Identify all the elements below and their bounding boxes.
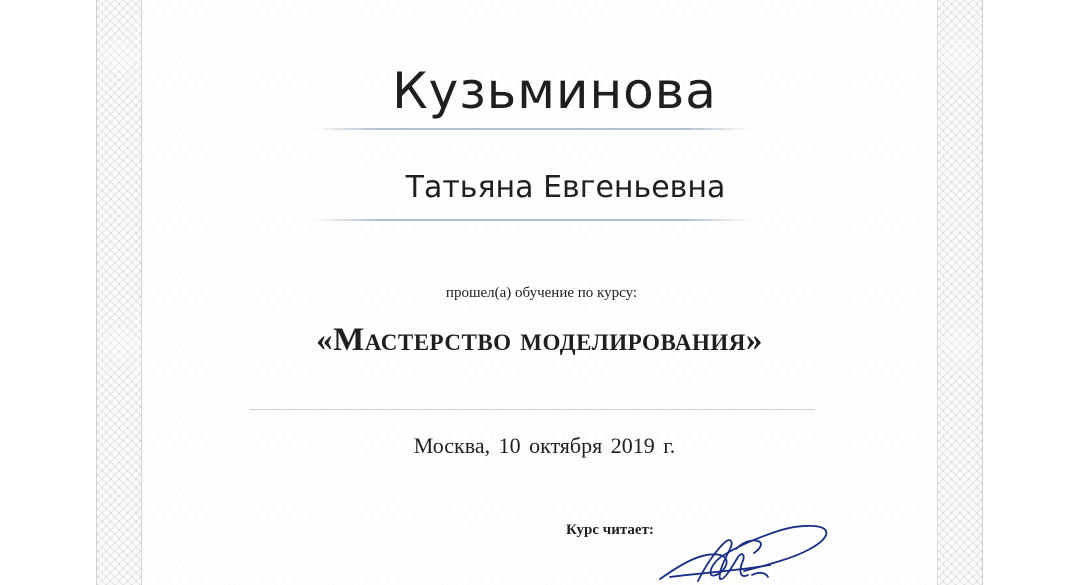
course-completion-text: прошел(а) обучение по курсу:	[445, 285, 638, 301]
surname-underline	[312, 128, 752, 130]
place-and-date: Москва, 10 октября 2019 г.	[413, 433, 676, 458]
recipient-surname: Кузьминова	[392, 62, 717, 120]
course-title: «Мастерство моделирования»	[316, 322, 763, 358]
course-underline	[250, 409, 815, 410]
given-name-underline	[312, 219, 752, 221]
handwritten-signature	[640, 515, 840, 585]
recipient-given-name: Татьяна Евгеньевна	[405, 170, 726, 205]
lecturer-label: Курс читает:	[566, 522, 654, 538]
